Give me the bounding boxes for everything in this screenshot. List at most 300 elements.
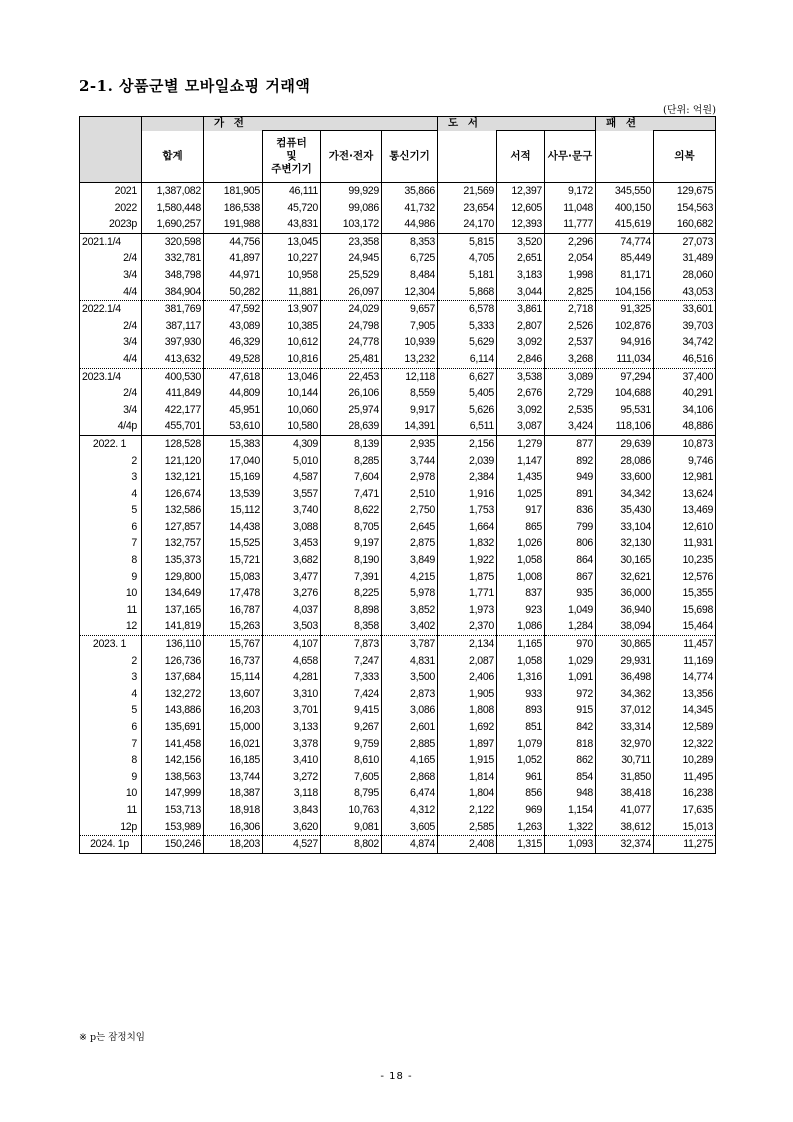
cell-appliance: 18,387 bbox=[204, 785, 263, 802]
cell-office: 877 bbox=[545, 435, 596, 452]
cell-electronics: 25,529 bbox=[321, 267, 382, 284]
cell-computer: 3,410 bbox=[263, 752, 321, 769]
cell-books: 923 bbox=[497, 602, 545, 619]
cell-office: 806 bbox=[545, 535, 596, 552]
cell-appliance: 41,897 bbox=[204, 250, 263, 267]
row-label: 10 bbox=[80, 585, 142, 602]
cell-fashion: 31,850 bbox=[596, 769, 654, 786]
cell-fashion: 85,449 bbox=[596, 250, 654, 267]
cell-fashion: 36,940 bbox=[596, 602, 654, 619]
cell-books-total: 5,181 bbox=[438, 267, 497, 284]
cell-clothing: 154,563 bbox=[654, 200, 716, 217]
cell-telecom: 5,978 bbox=[382, 585, 438, 602]
cell-appliance: 186,538 bbox=[204, 200, 263, 217]
cell-electronics: 26,106 bbox=[321, 385, 382, 402]
cell-books-total: 2,134 bbox=[438, 636, 497, 653]
cell-fashion: 104,156 bbox=[596, 284, 654, 301]
cell-electronics: 8,610 bbox=[321, 752, 382, 769]
cell-books-total: 1,905 bbox=[438, 686, 497, 703]
table-row bbox=[80, 200, 716, 217]
cell-office: 2,526 bbox=[545, 318, 596, 335]
row-label: 7 bbox=[80, 736, 142, 753]
cell-computer: 3,557 bbox=[263, 486, 321, 503]
header-computer bbox=[263, 131, 321, 183]
cell-office: 11,048 bbox=[545, 200, 596, 217]
cell-books: 3,861 bbox=[497, 301, 545, 318]
cell-computer: 3,272 bbox=[263, 769, 321, 786]
cell-telecom: 14,391 bbox=[382, 418, 438, 435]
cell-books: 1,165 bbox=[497, 636, 545, 653]
cell-books: 1,058 bbox=[497, 552, 545, 569]
cell-books-total: 1,916 bbox=[438, 486, 497, 503]
cell-office: 949 bbox=[545, 469, 596, 486]
cell-computer: 3,503 bbox=[263, 618, 321, 635]
cell-computer: 13,907 bbox=[263, 301, 321, 318]
header-appliance-blank bbox=[204, 131, 263, 183]
row-label: 8 bbox=[80, 752, 142, 769]
cell-computer: 3,118 bbox=[263, 785, 321, 802]
cell-electronics: 10,763 bbox=[321, 802, 382, 819]
table-row bbox=[80, 486, 716, 503]
cell-office: 867 bbox=[545, 569, 596, 586]
cell-total: 128,528 bbox=[142, 435, 204, 452]
row-label: 2022.1/4 bbox=[80, 301, 142, 318]
table-row bbox=[80, 719, 716, 736]
cell-telecom: 13,232 bbox=[382, 351, 438, 368]
cell-books: 2,846 bbox=[497, 351, 545, 368]
cell-office: 818 bbox=[545, 736, 596, 753]
cell-computer: 10,612 bbox=[263, 334, 321, 351]
row-label: 2024. 1p bbox=[80, 836, 142, 854]
cell-computer: 10,144 bbox=[263, 385, 321, 402]
cell-telecom: 3,849 bbox=[382, 552, 438, 569]
header-books: 서적 bbox=[497, 131, 545, 183]
cell-office: 2,729 bbox=[545, 385, 596, 402]
cell-computer: 3,701 bbox=[263, 702, 321, 719]
cell-clothing: 11,275 bbox=[654, 836, 716, 854]
cell-telecom: 6,725 bbox=[382, 250, 438, 267]
cell-electronics: 7,333 bbox=[321, 669, 382, 686]
table-row bbox=[80, 284, 716, 301]
table-row bbox=[80, 669, 716, 686]
cell-telecom: 9,657 bbox=[382, 301, 438, 318]
cell-books: 1,147 bbox=[497, 453, 545, 470]
row-label: 4/4 bbox=[80, 284, 142, 301]
cell-electronics: 7,424 bbox=[321, 686, 382, 703]
row-label: 2023p bbox=[80, 216, 142, 233]
cell-telecom: 10,939 bbox=[382, 334, 438, 351]
table-row bbox=[80, 318, 716, 335]
cell-total: 143,886 bbox=[142, 702, 204, 719]
cell-office: 2,535 bbox=[545, 402, 596, 419]
cell-computer: 10,958 bbox=[263, 267, 321, 284]
cell-total: 141,458 bbox=[142, 736, 204, 753]
cell-office: 1,998 bbox=[545, 267, 596, 284]
cell-electronics: 23,358 bbox=[321, 233, 382, 250]
footnote: ※ p는 잠정치임 bbox=[79, 1032, 145, 1043]
cell-total: 135,373 bbox=[142, 552, 204, 569]
cell-books-total: 2,122 bbox=[438, 802, 497, 819]
row-label: 4/4 bbox=[80, 351, 142, 368]
cell-electronics: 24,945 bbox=[321, 250, 382, 267]
cell-fashion: 41,077 bbox=[596, 802, 654, 819]
cell-books-total: 1,875 bbox=[438, 569, 497, 586]
header-group-appliance: 가 전 bbox=[204, 117, 438, 131]
header-computer-line1: 컴퓨터 bbox=[276, 137, 307, 149]
cell-books-total: 2,370 bbox=[438, 618, 497, 635]
cell-books-total: 1,804 bbox=[438, 785, 497, 802]
cell-books-total: 1,915 bbox=[438, 752, 497, 769]
table-row bbox=[80, 233, 716, 250]
row-label: 3/4 bbox=[80, 267, 142, 284]
mobile-shopping-table bbox=[79, 116, 716, 854]
cell-office: 842 bbox=[545, 719, 596, 736]
table-row bbox=[80, 334, 716, 351]
cell-fashion: 81,171 bbox=[596, 267, 654, 284]
cell-electronics: 99,086 bbox=[321, 200, 382, 217]
row-label: 4 bbox=[80, 686, 142, 703]
cell-telecom: 44,986 bbox=[382, 216, 438, 233]
cell-appliance: 15,525 bbox=[204, 535, 263, 552]
cell-appliance: 191,988 bbox=[204, 216, 263, 233]
cell-clothing: 9,746 bbox=[654, 453, 716, 470]
cell-electronics: 9,415 bbox=[321, 702, 382, 719]
table-row bbox=[80, 453, 716, 470]
cell-telecom: 3,402 bbox=[382, 618, 438, 635]
cell-office: 948 bbox=[545, 785, 596, 802]
cell-telecom: 3,086 bbox=[382, 702, 438, 719]
row-label: 3/4 bbox=[80, 334, 142, 351]
cell-fashion: 34,342 bbox=[596, 486, 654, 503]
cell-computer: 10,227 bbox=[263, 250, 321, 267]
cell-appliance: 49,528 bbox=[204, 351, 263, 368]
cell-telecom: 4,874 bbox=[382, 836, 438, 854]
row-label: 2/4 bbox=[80, 385, 142, 402]
cell-books: 2,807 bbox=[497, 318, 545, 335]
cell-total: 138,563 bbox=[142, 769, 204, 786]
cell-fashion: 415,619 bbox=[596, 216, 654, 233]
cell-clothing: 28,060 bbox=[654, 267, 716, 284]
cell-clothing: 11,457 bbox=[654, 636, 716, 653]
cell-total: 126,674 bbox=[142, 486, 204, 503]
table-row bbox=[80, 535, 716, 552]
cell-books: 1,263 bbox=[497, 819, 545, 836]
cell-books: 1,086 bbox=[497, 618, 545, 635]
cell-office: 1,322 bbox=[545, 819, 596, 836]
cell-office: 3,089 bbox=[545, 368, 596, 385]
cell-fashion: 33,104 bbox=[596, 519, 654, 536]
cell-books: 3,538 bbox=[497, 368, 545, 385]
table-row bbox=[80, 267, 716, 284]
cell-clothing: 10,235 bbox=[654, 552, 716, 569]
cell-fashion: 111,034 bbox=[596, 351, 654, 368]
header-books-blank bbox=[438, 131, 497, 183]
cell-fashion: 97,294 bbox=[596, 368, 654, 385]
cell-clothing: 31,489 bbox=[654, 250, 716, 267]
cell-fashion: 102,876 bbox=[596, 318, 654, 335]
cell-books-total: 2,156 bbox=[438, 435, 497, 452]
row-label: 6 bbox=[80, 519, 142, 536]
cell-books: 1,279 bbox=[497, 435, 545, 452]
cell-fashion: 104,688 bbox=[596, 385, 654, 402]
cell-appliance: 14,438 bbox=[204, 519, 263, 536]
cell-appliance: 15,112 bbox=[204, 502, 263, 519]
cell-computer: 3,088 bbox=[263, 519, 321, 536]
cell-electronics: 7,605 bbox=[321, 769, 382, 786]
page-title: 2-1. 상품군별 모바일쇼핑 거래액 bbox=[79, 77, 311, 95]
cell-computer: 4,527 bbox=[263, 836, 321, 854]
cell-total: 411,849 bbox=[142, 385, 204, 402]
cell-electronics: 24,778 bbox=[321, 334, 382, 351]
cell-books-total: 2,406 bbox=[438, 669, 497, 686]
cell-clothing: 34,106 bbox=[654, 402, 716, 419]
cell-total: 134,649 bbox=[142, 585, 204, 602]
cell-books: 865 bbox=[497, 519, 545, 536]
cell-appliance: 43,089 bbox=[204, 318, 263, 335]
cell-clothing: 15,013 bbox=[654, 819, 716, 836]
cell-electronics: 8,622 bbox=[321, 502, 382, 519]
cell-books-total: 2,039 bbox=[438, 453, 497, 470]
header-group-books: 도 서 bbox=[438, 117, 596, 131]
row-label: 5 bbox=[80, 502, 142, 519]
cell-clothing: 17,635 bbox=[654, 802, 716, 819]
cell-electronics: 8,358 bbox=[321, 618, 382, 635]
row-label: 11 bbox=[80, 602, 142, 619]
cell-appliance: 16,787 bbox=[204, 602, 263, 619]
table-row bbox=[80, 183, 716, 200]
row-label: 2021.1/4 bbox=[80, 233, 142, 250]
cell-electronics: 9,759 bbox=[321, 736, 382, 753]
cell-total: 384,904 bbox=[142, 284, 204, 301]
table-row bbox=[80, 602, 716, 619]
cell-appliance: 15,000 bbox=[204, 719, 263, 736]
cell-total: 422,177 bbox=[142, 402, 204, 419]
cell-clothing: 13,624 bbox=[654, 486, 716, 503]
header-total-top bbox=[142, 117, 204, 131]
cell-telecom: 2,510 bbox=[382, 486, 438, 503]
cell-computer: 3,133 bbox=[263, 719, 321, 736]
cell-books: 1,052 bbox=[497, 752, 545, 769]
cell-fashion: 74,774 bbox=[596, 233, 654, 250]
cell-appliance: 15,263 bbox=[204, 618, 263, 635]
cell-computer: 11,881 bbox=[263, 284, 321, 301]
cell-telecom: 41,732 bbox=[382, 200, 438, 217]
cell-total: 348,798 bbox=[142, 267, 204, 284]
cell-office: 970 bbox=[545, 636, 596, 653]
cell-office: 1,049 bbox=[545, 602, 596, 619]
cell-appliance: 13,539 bbox=[204, 486, 263, 503]
cell-electronics: 8,285 bbox=[321, 453, 382, 470]
cell-computer: 4,037 bbox=[263, 602, 321, 619]
cell-clothing: 11,495 bbox=[654, 769, 716, 786]
row-label: 3/4 bbox=[80, 402, 142, 419]
cell-computer: 3,682 bbox=[263, 552, 321, 569]
cell-office: 891 bbox=[545, 486, 596, 503]
cell-electronics: 25,481 bbox=[321, 351, 382, 368]
table-row bbox=[80, 519, 716, 536]
cell-clothing: 14,345 bbox=[654, 702, 716, 719]
cell-appliance: 16,021 bbox=[204, 736, 263, 753]
cell-electronics: 9,267 bbox=[321, 719, 382, 736]
cell-clothing: 11,931 bbox=[654, 535, 716, 552]
cell-total: 153,989 bbox=[142, 819, 204, 836]
row-label: 12p bbox=[80, 819, 142, 836]
cell-computer: 3,453 bbox=[263, 535, 321, 552]
cell-telecom: 6,474 bbox=[382, 785, 438, 802]
cell-fashion: 345,550 bbox=[596, 183, 654, 200]
cell-appliance: 53,610 bbox=[204, 418, 263, 435]
cell-clothing: 129,675 bbox=[654, 183, 716, 200]
cell-telecom: 3,744 bbox=[382, 453, 438, 470]
table-body bbox=[80, 183, 716, 854]
cell-total: 387,117 bbox=[142, 318, 204, 335]
cell-appliance: 15,721 bbox=[204, 552, 263, 569]
cell-office: 892 bbox=[545, 453, 596, 470]
cell-fashion: 30,165 bbox=[596, 552, 654, 569]
cell-books-total: 5,333 bbox=[438, 318, 497, 335]
cell-office: 2,296 bbox=[545, 233, 596, 250]
cell-computer: 3,740 bbox=[263, 502, 321, 519]
cell-clothing: 48,886 bbox=[654, 418, 716, 435]
cell-books: 961 bbox=[497, 769, 545, 786]
cell-books-total: 1,664 bbox=[438, 519, 497, 536]
cell-total: 132,272 bbox=[142, 686, 204, 703]
cell-books-total: 5,629 bbox=[438, 334, 497, 351]
cell-clothing: 10,873 bbox=[654, 435, 716, 452]
cell-electronics: 9,197 bbox=[321, 535, 382, 552]
table-row bbox=[80, 702, 716, 719]
cell-office: 972 bbox=[545, 686, 596, 703]
cell-telecom: 4,215 bbox=[382, 569, 438, 586]
table-row bbox=[80, 552, 716, 569]
cell-books: 3,183 bbox=[497, 267, 545, 284]
row-label: 2/4 bbox=[80, 318, 142, 335]
cell-office: 11,777 bbox=[545, 216, 596, 233]
cell-fashion: 35,430 bbox=[596, 502, 654, 519]
cell-office: 1,029 bbox=[545, 653, 596, 670]
cell-telecom: 2,935 bbox=[382, 435, 438, 452]
cell-books-total: 1,814 bbox=[438, 769, 497, 786]
cell-total: 129,800 bbox=[142, 569, 204, 586]
cell-total: 153,713 bbox=[142, 802, 204, 819]
cell-books-total: 6,627 bbox=[438, 368, 497, 385]
table-row bbox=[80, 802, 716, 819]
cell-appliance: 45,951 bbox=[204, 402, 263, 419]
table-row bbox=[80, 569, 716, 586]
cell-books-total: 6,578 bbox=[438, 301, 497, 318]
table-row bbox=[80, 402, 716, 419]
cell-books-total: 2,585 bbox=[438, 819, 497, 836]
cell-clothing: 160,682 bbox=[654, 216, 716, 233]
header-clothing: 의복 bbox=[654, 131, 716, 183]
cell-office: 1,091 bbox=[545, 669, 596, 686]
cell-computer: 3,310 bbox=[263, 686, 321, 703]
cell-total: 1,690,257 bbox=[142, 216, 204, 233]
row-label: 7 bbox=[80, 535, 142, 552]
cell-fashion: 36,498 bbox=[596, 669, 654, 686]
cell-clothing: 46,516 bbox=[654, 351, 716, 368]
header-group-fashion: 패 션 bbox=[596, 117, 716, 131]
row-label: 3 bbox=[80, 669, 142, 686]
cell-clothing: 13,469 bbox=[654, 502, 716, 519]
cell-appliance: 15,383 bbox=[204, 435, 263, 452]
cell-books: 1,079 bbox=[497, 736, 545, 753]
cell-office: 3,424 bbox=[545, 418, 596, 435]
row-label: 2023. 1 bbox=[80, 636, 142, 653]
cell-computer: 4,658 bbox=[263, 653, 321, 670]
cell-books-total: 6,114 bbox=[438, 351, 497, 368]
cell-total: 150,246 bbox=[142, 836, 204, 854]
cell-computer: 13,046 bbox=[263, 368, 321, 385]
table-row bbox=[80, 351, 716, 368]
cell-office: 2,537 bbox=[545, 334, 596, 351]
cell-fashion: 118,106 bbox=[596, 418, 654, 435]
cell-books: 856 bbox=[497, 785, 545, 802]
cell-total: 1,387,082 bbox=[142, 183, 204, 200]
cell-electronics: 7,604 bbox=[321, 469, 382, 486]
cell-telecom: 2,601 bbox=[382, 719, 438, 736]
cell-office: 915 bbox=[545, 702, 596, 719]
cell-books: 917 bbox=[497, 502, 545, 519]
cell-books-total: 1,922 bbox=[438, 552, 497, 569]
cell-books: 1,315 bbox=[497, 836, 545, 854]
cell-fashion: 95,531 bbox=[596, 402, 654, 419]
row-label: 9 bbox=[80, 769, 142, 786]
unit-label: (단위: 억원) bbox=[663, 105, 716, 116]
cell-office: 935 bbox=[545, 585, 596, 602]
cell-telecom: 2,873 bbox=[382, 686, 438, 703]
cell-total: 400,530 bbox=[142, 368, 204, 385]
cell-fashion: 33,600 bbox=[596, 469, 654, 486]
cell-electronics: 28,639 bbox=[321, 418, 382, 435]
table-row bbox=[80, 836, 716, 854]
cell-electronics: 25,974 bbox=[321, 402, 382, 419]
cell-electronics: 24,029 bbox=[321, 301, 382, 318]
cell-books: 1,008 bbox=[497, 569, 545, 586]
cell-electronics: 22,453 bbox=[321, 368, 382, 385]
cell-clothing: 39,703 bbox=[654, 318, 716, 335]
cell-electronics: 8,190 bbox=[321, 552, 382, 569]
cell-books: 1,435 bbox=[497, 469, 545, 486]
cell-computer: 46,111 bbox=[263, 183, 321, 200]
cell-computer: 3,620 bbox=[263, 819, 321, 836]
cell-total: 1,580,448 bbox=[142, 200, 204, 217]
row-label: 2/4 bbox=[80, 250, 142, 267]
cell-clothing: 43,053 bbox=[654, 284, 716, 301]
cell-clothing: 12,610 bbox=[654, 519, 716, 536]
cell-clothing: 14,774 bbox=[654, 669, 716, 686]
cell-telecom: 9,917 bbox=[382, 402, 438, 419]
cell-appliance: 50,282 bbox=[204, 284, 263, 301]
cell-telecom: 8,484 bbox=[382, 267, 438, 284]
cell-books: 3,092 bbox=[497, 334, 545, 351]
cell-electronics: 26,097 bbox=[321, 284, 382, 301]
cell-office: 836 bbox=[545, 502, 596, 519]
cell-clothing: 11,169 bbox=[654, 653, 716, 670]
cell-electronics: 24,798 bbox=[321, 318, 382, 335]
cell-total: 381,769 bbox=[142, 301, 204, 318]
cell-office: 9,172 bbox=[545, 183, 596, 200]
cell-office: 2,054 bbox=[545, 250, 596, 267]
table-row bbox=[80, 618, 716, 635]
cell-books: 12,605 bbox=[497, 200, 545, 217]
cell-computer: 4,309 bbox=[263, 435, 321, 452]
cell-total: 320,598 bbox=[142, 233, 204, 250]
row-label: 8 bbox=[80, 552, 142, 569]
row-label: 4 bbox=[80, 486, 142, 503]
cell-books: 851 bbox=[497, 719, 545, 736]
table-row bbox=[80, 785, 716, 802]
